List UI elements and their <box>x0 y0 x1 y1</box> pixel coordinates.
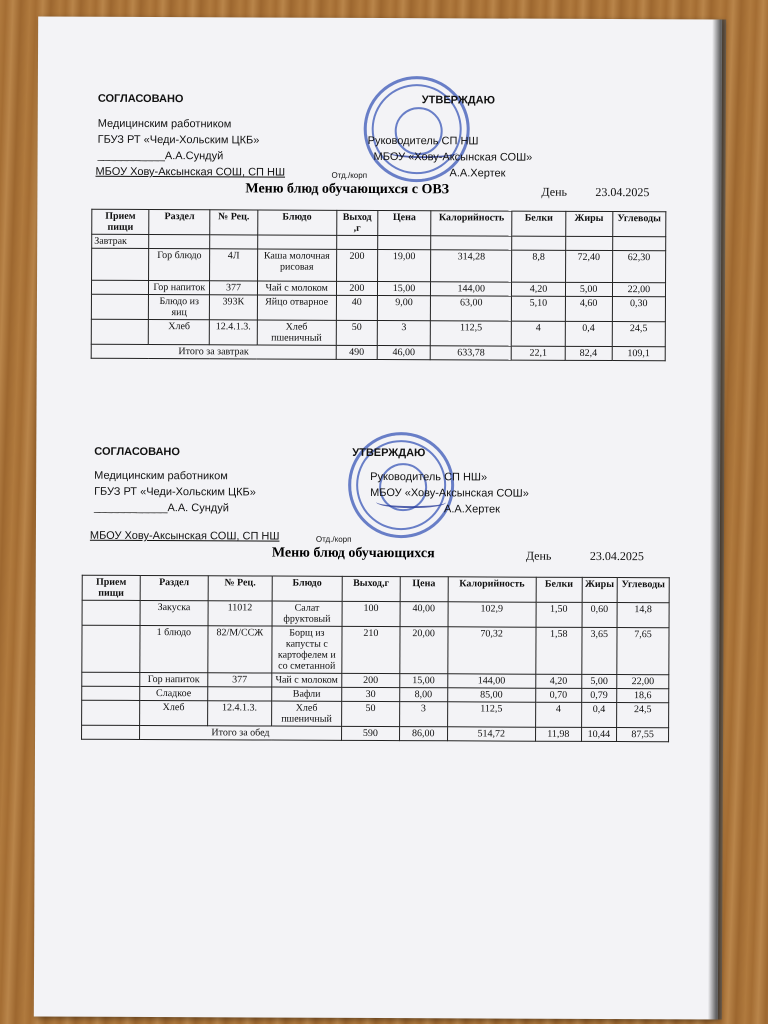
cell: Хлеб <box>139 700 207 725</box>
cell: 633,78 <box>430 346 511 360</box>
col-header: Жиры <box>565 211 612 236</box>
cell: 0,4 <box>581 702 617 727</box>
col-header: Цена <box>400 577 448 602</box>
menu-sheet <box>34 17 722 1020</box>
cell: 200 <box>342 673 400 687</box>
cell: 102,9 <box>448 602 536 627</box>
cell: Чай с молоком <box>272 673 342 687</box>
cell: 46,00 <box>377 345 430 359</box>
total-row <box>82 725 669 742</box>
cell: 514,72 <box>447 727 535 741</box>
cell: 24,5 <box>617 703 669 728</box>
cell: Гор напиток <box>140 672 208 686</box>
approved-heading-1: УТВЕРЖДАЮ <box>421 94 495 107</box>
cell: 4,20 <box>536 674 582 688</box>
cell: 393К <box>210 295 257 320</box>
cell: 314,28 <box>431 250 512 282</box>
agreed-line-1-3: ___________А.А.Сундуй <box>97 149 224 163</box>
col-header: Раздел <box>149 209 210 234</box>
cell: Хлеб пшеничный <box>257 320 336 345</box>
cell: 8,8 <box>512 250 565 282</box>
cell: 144,00 <box>447 674 535 688</box>
table-row <box>91 319 665 347</box>
approved-line-2-2: МБОУ «Хову-Аксынская СОШ» <box>370 486 529 500</box>
cell: 40,00 <box>400 602 448 627</box>
cell: 377 <box>210 281 257 295</box>
cell: Вафли <box>272 687 342 701</box>
cell: 3 <box>377 320 430 345</box>
table-row <box>91 294 665 322</box>
cell: Хлеб <box>148 319 209 344</box>
cell: 112,5 <box>430 321 511 346</box>
cell: 19,00 <box>377 249 430 281</box>
agreed-line-2-3: ____________А.А. Сундуй <box>94 501 229 515</box>
cell: 200 <box>336 249 377 281</box>
cell <box>92 248 149 280</box>
cell: 0,30 <box>612 297 665 322</box>
cell: 62,30 <box>612 251 665 283</box>
table-row <box>82 700 669 728</box>
cell <box>82 700 140 725</box>
cell: 4Л <box>210 249 257 281</box>
header-row <box>82 575 669 603</box>
col-header: Блюдо <box>272 576 342 601</box>
cell: Блюдо из яиц <box>149 294 210 319</box>
date-2: 23.04.2025 <box>589 548 644 564</box>
cell: 30 <box>342 687 400 701</box>
cell: 50 <box>336 320 377 345</box>
cell: 86,00 <box>399 727 447 741</box>
menu-table-2 <box>81 575 670 743</box>
col-header: Цена <box>378 210 431 235</box>
cell: 22,1 <box>512 346 565 360</box>
agreed-line-2-4: МБОУ Хову-Аксынская СОШ, СП НШ <box>89 529 280 543</box>
page-title-1: Меню блюд обучающихся с ОВЗ <box>245 181 450 198</box>
cell: 12.4.1.3. <box>207 701 271 726</box>
cell: 15,00 <box>400 674 448 688</box>
total-row <box>91 344 665 361</box>
cell: 5,00 <box>565 282 612 296</box>
agreed-line-2-1: Медицинским работником <box>94 469 228 483</box>
cell: Яйцо отварное <box>257 295 336 320</box>
cell: 3,65 <box>581 627 617 674</box>
agreed-heading-2: СОГЛАСОВАНО <box>94 445 180 459</box>
cell: 20,00 <box>400 627 448 674</box>
cell: 100 <box>342 601 400 626</box>
cell: 12.4.1.3. <box>210 320 257 345</box>
cell: Чай с молоком <box>257 281 336 295</box>
col-header: Углеводы <box>612 212 665 237</box>
approved-line-1-2: МБОУ «Хову-Аксынская СОШ» <box>373 150 533 164</box>
cell: Сладкое <box>140 686 208 700</box>
page-title-2: Меню блюд обучающихся <box>271 545 435 562</box>
cell: 0,4 <box>565 321 612 346</box>
approved-line-2-1: Руководитель СП НШ» <box>370 470 488 484</box>
col-header: Прием пищи <box>92 209 149 234</box>
approved-line-1-3: А.А.Хертек <box>449 167 506 180</box>
date-1: 23.04.2025 <box>595 184 650 200</box>
cell: 490 <box>336 345 377 359</box>
cell: 70,32 <box>447 627 536 674</box>
approved-line-2-3: А.А.Хертек <box>444 503 501 516</box>
col-header: Калорийность <box>431 211 512 236</box>
agreed-line-1-2: ГБУЗ РТ «Чеди-Хольским ЦКБ» <box>97 133 260 147</box>
cell: 0,60 <box>582 602 618 627</box>
cell: 8,00 <box>400 688 448 702</box>
cell: 144,00 <box>431 282 512 296</box>
cell: 5,00 <box>581 674 617 688</box>
col-header: Калорийность <box>448 577 536 602</box>
cell <box>208 687 272 701</box>
cell: Гор блюдо <box>149 248 210 280</box>
table-row <box>82 625 669 675</box>
cell: 18,6 <box>617 689 669 703</box>
cell: 0,70 <box>536 688 582 702</box>
cell: 22,00 <box>617 675 669 689</box>
cell <box>82 672 140 686</box>
cell: 82,4 <box>565 346 612 360</box>
approved-heading-2: УТВЕРЖДАЮ <box>352 446 426 460</box>
col-header: № Рец. <box>208 576 272 601</box>
dept-label-1: Отд./корп <box>331 170 368 180</box>
cell: 11,98 <box>535 727 581 741</box>
cell: 109,1 <box>612 347 665 361</box>
cell: 22,00 <box>612 283 665 297</box>
cell: 40 <box>336 295 377 320</box>
total-label: Итого за завтрак <box>91 344 336 359</box>
cell: Закуска <box>140 600 208 625</box>
cell: 377 <box>208 673 272 687</box>
agreed-heading-1: СОГЛАСОВАНО <box>97 92 184 106</box>
cell <box>82 686 140 700</box>
cell: 210 <box>342 626 400 673</box>
cell: 24,5 <box>612 322 665 347</box>
dept-label-2: Отд./корп <box>315 534 352 544</box>
cell: 15,00 <box>377 281 430 295</box>
cell <box>91 294 148 319</box>
cell: 4 <box>535 702 581 727</box>
cell: 1,58 <box>536 627 582 674</box>
section-label: Завтрак <box>92 234 149 248</box>
cell: Каша молочная рисовая <box>257 249 336 281</box>
cell: 4 <box>512 321 565 346</box>
cell: 1,50 <box>536 602 582 627</box>
cell: 63,00 <box>430 296 511 321</box>
cell: 7,65 <box>617 628 669 675</box>
table-row <box>92 248 666 283</box>
col-header: Жиры <box>582 577 618 602</box>
header-row <box>92 209 666 237</box>
cell: 590 <box>341 726 399 740</box>
day-label-2: День <box>525 548 552 563</box>
cell: Гор напиток <box>149 280 210 294</box>
day-label-1: День <box>541 184 568 199</box>
cell <box>82 625 140 672</box>
cell: 14,8 <box>617 603 669 628</box>
cell: 50 <box>342 701 400 726</box>
menu-table-1 <box>91 209 667 362</box>
cell: 112,5 <box>447 702 535 727</box>
col-header: Прием пищи <box>82 575 140 600</box>
cell: 72,40 <box>565 250 612 282</box>
col-header: Выход,г <box>342 576 400 601</box>
cell: 200 <box>336 281 377 295</box>
col-header: № Рец. <box>210 210 257 235</box>
col-header: Выход ,г <box>337 210 378 235</box>
agreed-line-2-2: ГБУЗ РТ «Чеди-Хольским ЦКБ» <box>94 485 256 499</box>
agreed-line-1-4: МБОУ Хову-Аксынская СОШ, СП НШ <box>95 165 286 179</box>
cell: 82/М/ССЖ <box>208 626 272 673</box>
cell: 1 блюдо <box>140 625 208 672</box>
agreed-line-1-1: Медицинским работником <box>97 117 232 131</box>
cell: 85,00 <box>447 688 535 702</box>
cell: 10,44 <box>581 727 617 741</box>
table-row <box>82 600 669 628</box>
col-header: Белки <box>512 211 565 236</box>
cell: 9,00 <box>377 295 430 320</box>
col-header: Углеводы <box>617 578 669 603</box>
cell: 11012 <box>208 601 272 626</box>
cell: 5,10 <box>512 296 565 321</box>
col-header: Раздел <box>140 575 208 600</box>
cell: 4,60 <box>565 296 612 321</box>
cell: 4,20 <box>512 282 565 296</box>
cell <box>91 319 148 344</box>
cell: 3 <box>399 702 447 727</box>
cell: Хлеб пшеничный <box>271 701 341 726</box>
cell: Борщ из капусты с картофелем и со сметанной <box>272 626 342 673</box>
cell <box>82 600 140 625</box>
cell: Салат фруктовый <box>272 601 342 626</box>
cell: 87,55 <box>617 728 669 742</box>
total-label: Итого за обед <box>139 725 341 740</box>
cell: 0,79 <box>581 688 617 702</box>
approved-line-1-1: Руководитель СП НШ <box>367 134 479 148</box>
col-header: Блюдо <box>257 210 336 235</box>
cell <box>91 280 148 294</box>
col-header: Белки <box>536 577 582 602</box>
